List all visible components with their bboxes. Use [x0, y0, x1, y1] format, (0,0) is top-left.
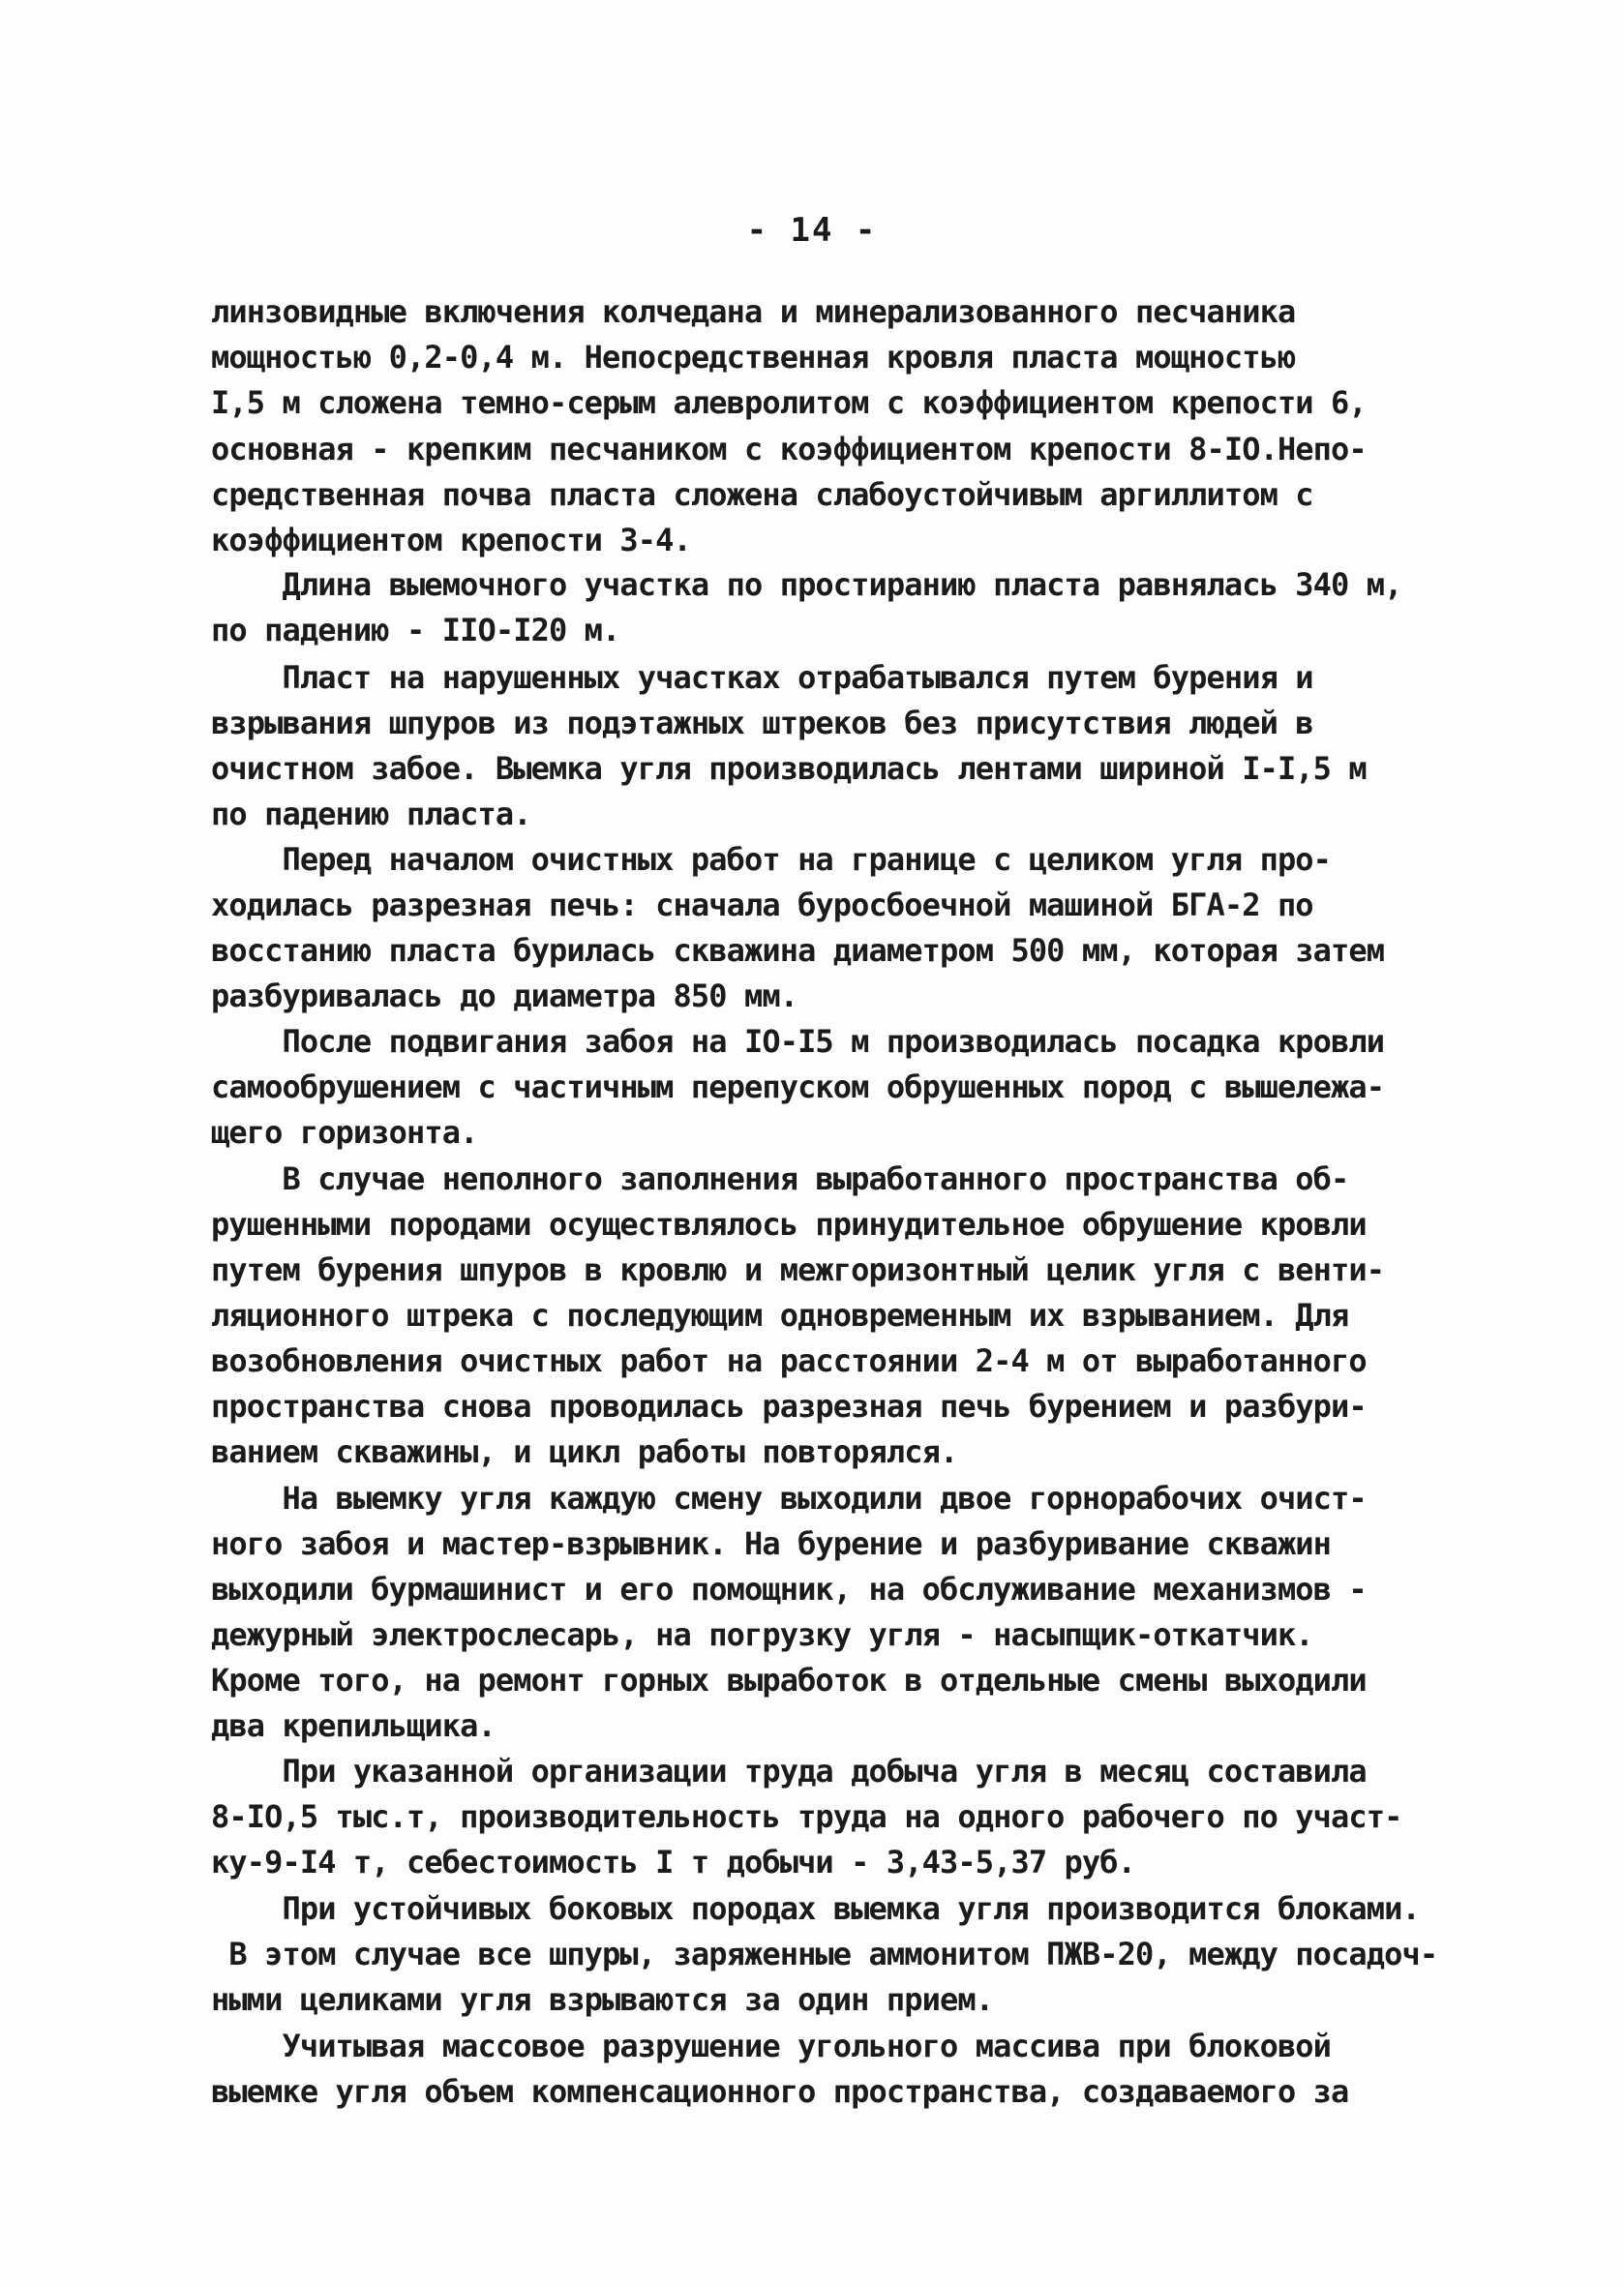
text-line: выходили бурмашинист и его помощник, на обслуживание механизмов -: [211, 1571, 1367, 1608]
text-line: выемке угля объем компенсационного пространства, создаваемого за: [211, 2073, 1349, 2110]
text-line: При устойчивых боковых породах выемка угля производится блоками.: [211, 1890, 1420, 1927]
text-line: ванием скважины, и цикл работы повторялся.: [211, 1433, 958, 1470]
text-line: путем бурения шпуров в кровлю и межгоризонтный целик угля с венти-: [211, 1251, 1385, 1288]
text-line: взрывания шпуров из подэтажных штреков без присутствия людей в: [211, 705, 1313, 741]
text-line: линзовидные включения колчедана и минерализованного песчаника: [211, 293, 1296, 330]
text-line: 8-IO,5 тыс.т, производительность труда на одного рабочего по участ-: [211, 1798, 1402, 1835]
text-line: Пласт на нарушенных участках отрабатывался путем бурения и: [211, 659, 1313, 696]
text-line: дежурный электрослесарь, на погрузку угля - насыпщик-откатчик.: [211, 1616, 1313, 1653]
text-line: очистном забое. Выемка угля производилась лентами шириной I-I,5 м: [211, 750, 1367, 787]
text-line: После подвигания забоя на IO-I5 м производилась посадка кровли: [211, 1023, 1385, 1060]
text-line: ными целиками угля взрываются за один прием.: [211, 1981, 994, 2018]
text-line: ляционного штрека с последующим одновременным их взрыванием. Для: [211, 1297, 1349, 1334]
text-line: самообрушением с частичным перепуском обрушенных пород с вышележа-: [211, 1068, 1385, 1105]
text-line: коэффициентом крепости 3-4.: [211, 522, 691, 558]
text-line: Учитывая массовое разрушение угольного массива при блоковой: [211, 2028, 1332, 2064]
text-line: основная - крепким песчаником с коэффициентом крепости 8-IO.Непо-: [211, 431, 1367, 467]
text-line: щего горизонта.: [211, 1114, 478, 1151]
text-line: При указанной организации труда добыча угля в месяц составила: [211, 1753, 1367, 1790]
text-line: восстанию пласта бурилась скважина диаметром 500 мм, которая затем: [211, 932, 1385, 969]
text-line: В этом случае все шпуры, заряженные аммонитом ПЖВ-20, между посадоч-: [211, 1936, 1438, 1972]
text-line: В случае неполного заполнения выработанного пространства об-: [211, 1160, 1349, 1197]
text-line: ку-9-I4 т, себестоимость I т добычи - 3,43-5,37 руб.: [211, 1844, 1136, 1881]
text-line: пространства снова проводилась разрезная печь бурением и разбури-: [211, 1388, 1367, 1425]
page-number: - 14 -: [746, 211, 878, 250]
text-line: I,5 м сложена темно-серым алевролитом с коэффициентом крепости 6,: [211, 384, 1367, 421]
text-line: На выемку угля каждую смену выходили двое горнорабочих очист-: [211, 1480, 1367, 1517]
text-line: Длина выемочного участка по простиранию пласта равнялась 340 м,: [211, 566, 1402, 603]
text-line: по падению - IIO-I20 м.: [211, 612, 620, 648]
text-line: средственная почва пласта сложена слабоустойчивым аргиллитом с: [211, 476, 1313, 513]
text-line: Кроме того, на ремонт горных выработок в отдельные смены выходили: [211, 1662, 1367, 1699]
text-line: два крепильщика.: [211, 1707, 496, 1744]
text-line: разбуривалась до диаметра 850 мм.: [211, 978, 798, 1014]
text-line: по падению пласта.: [211, 796, 531, 832]
text-line: рушенными породами осуществлялось принудительное обрушение кровли: [211, 1206, 1367, 1243]
text-line: ного забоя и мастер-взрывник. На бурение и разбуривание скважин: [211, 1525, 1332, 1562]
text-line: мощностью 0,2-0,4 м. Непосредственная кровля пласта мощностью: [211, 339, 1296, 376]
text-line: возобновления очистных работ на расстоянии 2-4 м от выработанного: [211, 1342, 1367, 1379]
text-line: Перед началом очистных работ на границе с целиком угля про-: [211, 841, 1332, 878]
text-line: ходилась разрезная печь: сначала буросбоечной машиной БГА-2 по: [211, 887, 1313, 923]
